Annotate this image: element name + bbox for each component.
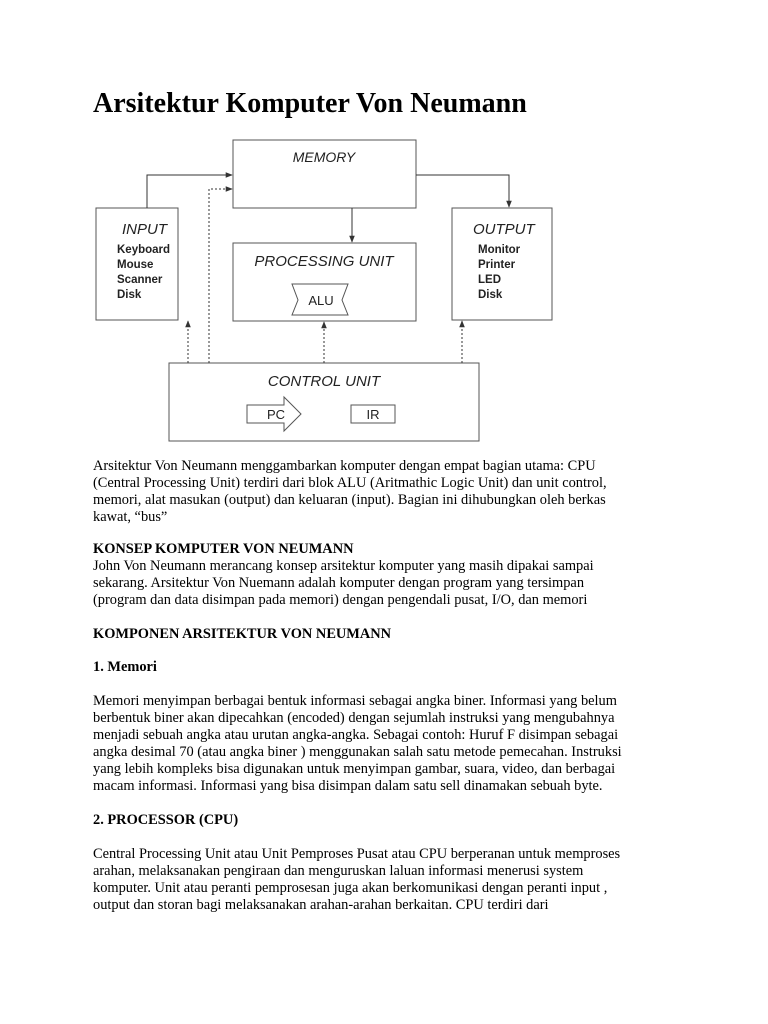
control-unit-label: CONTROL UNIT [267, 373, 381, 390]
text-line: Central Processing Unit atau Unit Pemproses Pusat atau CPU berperanan untuk memproses [93, 846, 621, 862]
arrow-memory-to-output [416, 175, 509, 207]
output-item: Disk [478, 289, 503, 301]
text-line: menjadi sebuah angka atau urutan angka-angka. Sebagai contoh: Huruf F disimpan sebagai [93, 727, 619, 743]
text-line: Memori menyimpan berbagai bentuk informasi sebagai angka biner. Informasi yang belum [93, 693, 617, 709]
text-line: sekarang. Arsitektur Von Nuemann adalah komputer dengan program yang tersimpan [93, 575, 585, 591]
text-line: arahan, melaksanakan pengiraan dan menguruskan laluan informasi menerusi system [93, 863, 584, 879]
text-line: memori, alat masukan (output) dan keluaran (input). Bagian ini dihubungkan oleh berkas [93, 492, 606, 508]
output-item: LED [478, 274, 501, 286]
memory-label: MEMORY [292, 149, 356, 165]
von-neumann-diagram [0, 130, 768, 450]
output-title: OUTPUT [473, 221, 535, 238]
page-title: Arsitektur Komputer Von Neumann [93, 88, 527, 119]
alu-label: ALU [308, 293, 334, 308]
processor-paragraph [93, 846, 673, 914]
memori-heading: 1. Memori [93, 659, 157, 675]
processing-unit-label: PROCESSING UNIT [254, 253, 394, 270]
intro-paragraph [93, 458, 673, 526]
text-line: (program dan data disimpan pada memori) dengan pengendali pusat, I/O, dan memori [93, 592, 588, 608]
text-line: berbentuk biner akan dipecahkan (encoded) dengan sejumlah instruksi yang mengubahnya [93, 710, 615, 726]
text-line: komputer. Unit atau peranti pemprosesan juga akan berkomunikasi dengan peranti input , [93, 880, 608, 896]
output-item: Printer [478, 259, 516, 271]
komponen-heading: KOMPONEN ARSITEKTUR VON NEUMANN [93, 626, 392, 642]
processor-heading: 2. PROCESSOR (CPU) [93, 812, 239, 828]
input-title: INPUT [122, 221, 167, 238]
input-item: Mouse [117, 259, 154, 271]
input-item: Scanner [117, 274, 163, 286]
konsep-paragraph [93, 558, 673, 609]
input-item: Keyboard [117, 244, 171, 256]
pc-label: PC [266, 407, 286, 422]
text-line: (Central Processing Unit) terdiri dari blok ALU (Aritmathic Logic Unit) dan unit control, [93, 475, 607, 491]
ir-label: IR [366, 407, 380, 422]
konsep-heading: KONSEP KOMPUTER VON NEUMANN [93, 541, 354, 557]
text-line: kawat, “bus” [93, 509, 168, 525]
arrow-input-to-memory [147, 175, 232, 208]
output-item: Monitor [478, 244, 521, 256]
text-line: angka desimal 70 (atau angka biner ) menggunakan salah satu metode pemecahan. Instruksi [93, 744, 622, 760]
input-item: Disk [117, 289, 142, 301]
text-line: yang lebih kompleks bisa digunakan untuk menyimpan gambar, suara, video, dan berbagai [93, 761, 616, 777]
text-line: output dan storan bagi melaksanakan arahan-arahan berkaitan. CPU terdiri dari [93, 897, 549, 913]
text-line: Arsitektur Von Neumann menggambarkan komputer dengan empat bagian utama: CPU [93, 458, 596, 474]
text-line: John Von Neumann merancang konsep arsitektur komputer yang masih dipakai sampai [93, 558, 594, 574]
control-to-memory-line [209, 189, 232, 363]
text-line: macam informasi. Informasi yang bisa disimpan dalam satu sell dinamakan sebuah byte. [93, 778, 603, 794]
memori-paragraph [93, 693, 673, 795]
